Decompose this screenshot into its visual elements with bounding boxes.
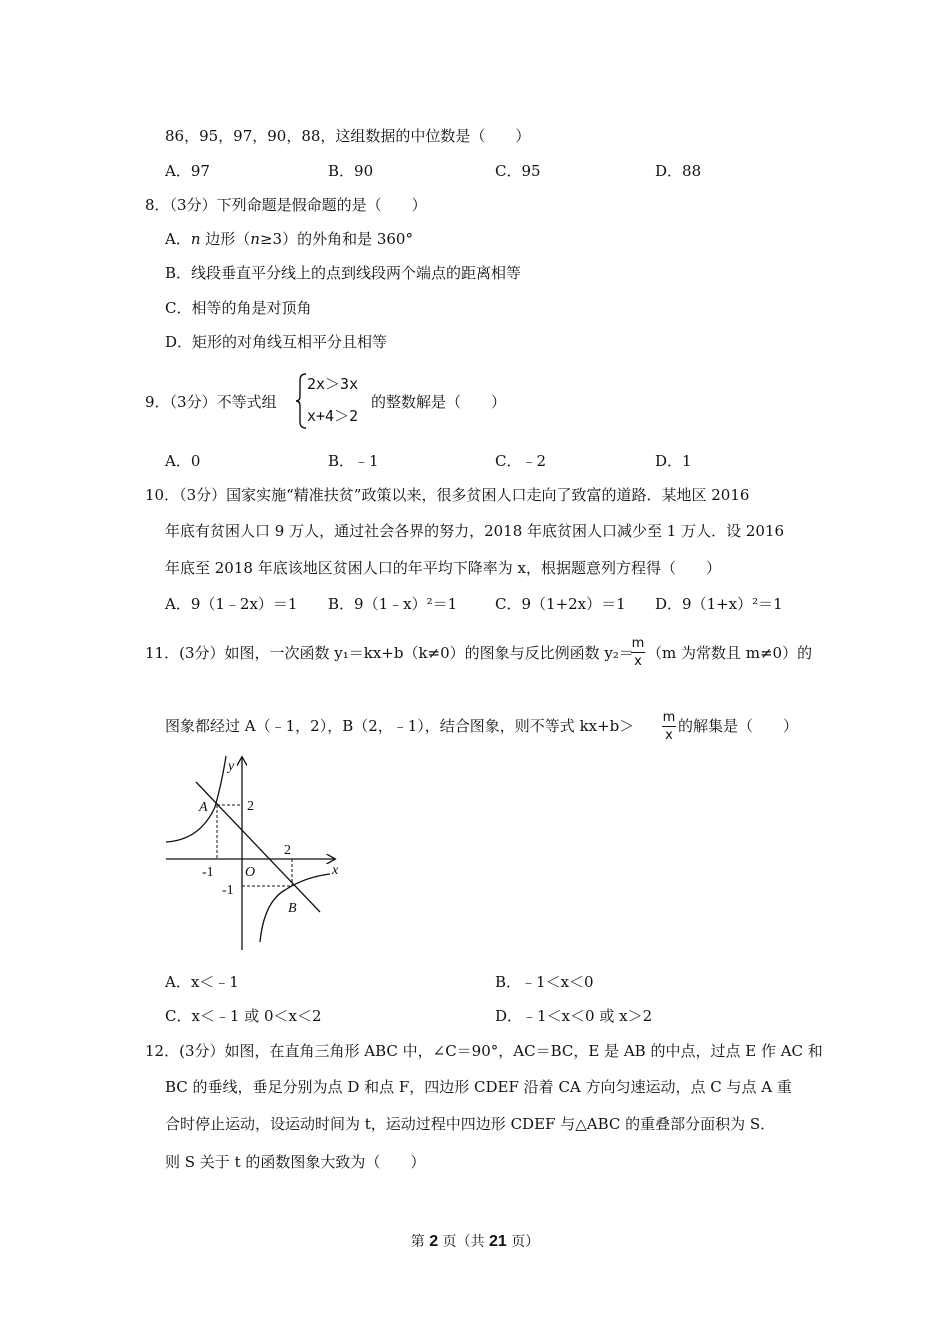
q7-option-b: B．90 (328, 162, 374, 180)
q11-function-graph (160, 752, 350, 954)
q10-line-2: 年底有贫困人口 9 万人，通过社会各界的努力，2018 年底贫困人口减少至 1 万人．设 2016 (165, 522, 785, 540)
footer-pre: 第 (410, 1234, 430, 1250)
q10-option-d: D．9（1+x）²＝1 (655, 595, 783, 613)
y-tick-neg1: -1 (222, 883, 234, 898)
q10-line-1: 10．（3分）国家实施“精准扶贫”政策以来，很多贫困人口走向了致富的道路．某地区 2016 (145, 486, 750, 504)
q8-option-a-post: ≥3）的外角和是 360° (259, 230, 413, 248)
q8-option-d: D．矩形的对角线互相平分且相等 (165, 333, 388, 351)
y-axis-label: y (228, 759, 235, 774)
q10-line-3: 年底至 2018 年底该地区贫困人口的年平均下降率为 x，根据题意列方程得（ ） (165, 559, 721, 577)
page-footer (0, 1231, 950, 1251)
fraction-bar (662, 726, 676, 727)
fraction-bar (631, 652, 645, 653)
origin-label: O (245, 865, 256, 880)
q9-inequality-2: x+4＞2 (307, 407, 359, 425)
q12-line-1: 12．(3分）如图，在直角三角形 ABC 中，∠C＝90°，AC＝BC，E 是 AB 的中点，过点 E 作 AC 和 (145, 1042, 823, 1060)
q12-line-2: BC 的垂线，垂足分别为点 D 和点 F，四边形 CDEF 沿着 CA 方向匀速运动，点 C 与点 A 重 (165, 1078, 792, 1096)
q12-line-4: 则 S 关于 t 的函数图象大致为（ ） (165, 1153, 426, 1171)
q11-fraction-m-over-x (631, 636, 645, 669)
footer-mid: 页（共 (438, 1234, 489, 1250)
linear-function-line (196, 782, 320, 912)
fraction-denominator: x (634, 654, 642, 669)
q8-option-c: C．相等的角是对顶角 (165, 299, 312, 317)
y-tick-2: 2 (247, 799, 254, 814)
q10-option-a: A．9（1﹣2x）＝1 (165, 595, 298, 613)
q7-stem: 86，95，97，90，88，这组数据的中位数是（ ） (165, 127, 531, 145)
q10-option-b: B．9（1﹣x）²＝1 (328, 595, 458, 613)
x-tick-neg1: -1 (202, 865, 214, 880)
q8-stem: 8．（3分）下列命题是假命题的是（ ） (145, 196, 427, 214)
point-b-label: B (288, 901, 297, 916)
point-a-label: A (199, 800, 208, 815)
q10-option-c: C．9（1+2x）＝1 (495, 595, 626, 613)
q11-line-1-b: （m 为常数且 m≠0）的 (647, 644, 813, 662)
q9-inequality-system (295, 372, 375, 430)
fraction-numerator: m (662, 710, 676, 725)
q9-option-a: A．0 (165, 452, 201, 470)
q8-option-a-n: n (190, 230, 201, 248)
fraction-denominator: x (665, 728, 673, 743)
q8-option-a-n2: n (250, 230, 260, 248)
q11-line-1-a: 11．(3分）如图，一次函数 y₁＝kx+b（k≠0）的图象与反比例函数 y₂＝ (145, 644, 634, 662)
footer-page-number: 2 (429, 1233, 439, 1250)
q7-option-a: A．97 (165, 162, 210, 180)
footer-total-pages: 21 (489, 1233, 507, 1250)
hyperbola-branch-left (166, 756, 226, 842)
q11-line-2-b: 的解集是（ ） (678, 717, 799, 735)
q9-option-c: C．﹣2 (495, 452, 547, 470)
q11-line-2-a: 图象都经过 A（﹣1，2），B（2，﹣1），结合图象，则不等式 kx+b＞ (165, 717, 635, 735)
q11-option-a: A．x＜﹣1 (165, 973, 239, 991)
q11-fraction-m-over-x-2 (662, 710, 676, 743)
footer-post: 页） (506, 1234, 540, 1250)
q8-option-b: B．线段垂直平分线上的点到线段两个端点的距离相等 (165, 264, 522, 282)
q11-option-b: B．﹣1＜x＜0 (495, 973, 594, 991)
q9-inequality-1: 2x＞3x (307, 375, 359, 393)
q9-post: 的整数解是（ ） (371, 393, 507, 411)
q8-option-a (165, 229, 413, 249)
q9-option-b: B．﹣1 (328, 452, 379, 470)
q12-line-3: 合时停止运动，设运动时间为 t，运动过程中四边形 CDEF 与△ABC 的重叠部分面积为 S． (165, 1115, 776, 1133)
x-tick-2: 2 (284, 843, 291, 858)
q11-option-d: D．﹣1＜x＜0 或 x＞2 (495, 1007, 653, 1025)
fraction-numerator: m (631, 636, 645, 651)
x-axis-label: x (332, 863, 339, 878)
q9-pre: 9．（3分）不等式组 (145, 393, 277, 411)
q7-option-c: C．95 (495, 162, 541, 180)
q8-option-a-pre: A． (165, 230, 191, 248)
q11-option-c: C．x＜﹣1 或 0＜x＜2 (165, 1007, 322, 1025)
q8-option-a-mid: 边形（ (200, 230, 251, 248)
q9-option-d: D．1 (655, 452, 692, 470)
q7-option-d: D．88 (655, 162, 702, 180)
